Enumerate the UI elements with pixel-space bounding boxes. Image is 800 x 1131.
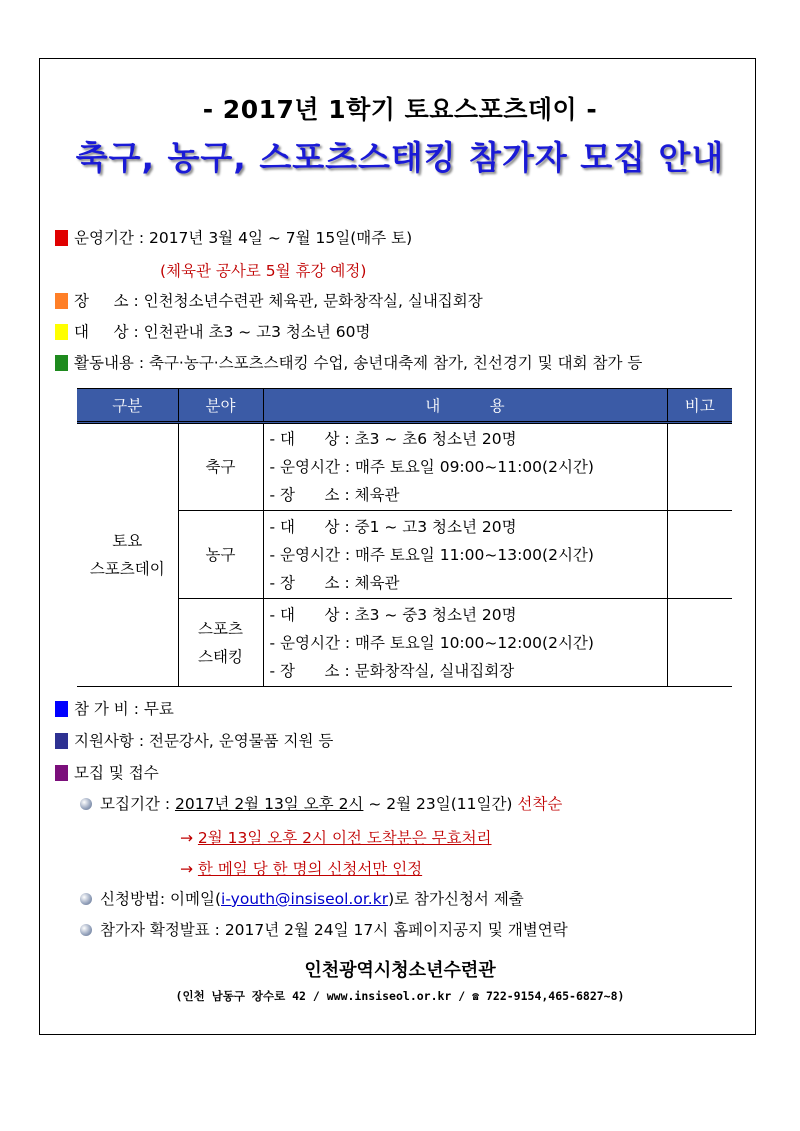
remark-cell bbox=[667, 511, 732, 599]
info-place bbox=[55, 291, 483, 311]
header-field: 분야 bbox=[178, 389, 263, 423]
fee-text: 참 가 비 : 무료 bbox=[74, 700, 174, 718]
arrow-icon: → bbox=[180, 829, 198, 847]
detail-time: - 운영시간 : 매주 토요일 11:00~13:00(2시간) bbox=[269, 545, 594, 564]
header-remark: 비고 bbox=[667, 389, 732, 423]
period-text: 운영기간 : 2017년 3월 4일 ~ 7월 15일(매주 토) bbox=[74, 229, 413, 247]
red-square-icon bbox=[55, 230, 68, 246]
field-name: 스태킹 bbox=[198, 647, 243, 666]
yellow-square-icon bbox=[55, 324, 68, 340]
recruit-period-label: 모집기간 : bbox=[100, 795, 175, 813]
round-bullet-icon bbox=[80, 924, 92, 936]
notice-invalid-text: 2월 13일 오후 2시 이전 도착분은 무효처리 bbox=[197, 829, 492, 847]
field-cell bbox=[178, 599, 263, 687]
field-name: 스포츠 bbox=[198, 619, 243, 638]
field-cell bbox=[178, 423, 263, 511]
info-fee bbox=[55, 699, 174, 719]
division-line: 스포츠데이 bbox=[89, 560, 165, 578]
purple-square-icon bbox=[55, 765, 68, 781]
first-come-label: 선착순 bbox=[517, 795, 563, 813]
notice-one-per-mail bbox=[180, 857, 422, 879]
table-header-row bbox=[77, 389, 732, 423]
recruit-heading bbox=[55, 763, 159, 783]
detail-target: - 대 상 : 중1 ~ 고3 청소년 20명 bbox=[269, 517, 517, 536]
field-name: 축구 bbox=[205, 458, 236, 476]
table-row bbox=[77, 423, 732, 511]
navy-square-icon bbox=[55, 733, 68, 749]
period-note: (체육관 공사로 5월 휴강 예정) bbox=[160, 262, 367, 280]
method-rest: )로 참가신청서 제출 bbox=[388, 890, 524, 908]
detail-time: - 운영시간 : 매주 토요일 09:00~11:00(2시간) bbox=[269, 458, 594, 476]
program-table bbox=[77, 388, 732, 687]
organization-name: 인천광역시청소년수련관 bbox=[304, 960, 496, 981]
notice-invalid bbox=[180, 826, 492, 848]
info-support bbox=[55, 731, 333, 751]
activities-text: 활동내용 : 축구·농구·스포츠스태킹 수업, 송년대축제 참가, 친선경기 및 대회 참가 등 bbox=[74, 354, 643, 372]
division-line: 토요 bbox=[112, 532, 143, 550]
detail-time: - 운영시간 : 매주 토요일 10:00~12:00(2시간) bbox=[269, 633, 594, 652]
email-link[interactable]: i-youth@insiseol.or.kr bbox=[221, 890, 389, 908]
round-bullet-icon bbox=[80, 798, 92, 810]
remark-cell bbox=[667, 599, 732, 687]
green-square-icon bbox=[55, 355, 68, 371]
detail-target: - 대 상 : 초3 ~ 초6 청소년 20명 bbox=[269, 430, 517, 448]
detail-target: - 대 상 : 초3 ~ 중3 청소년 20명 bbox=[269, 605, 517, 624]
detail-place: - 장 소 : 체육관 bbox=[269, 573, 400, 592]
detail-cell bbox=[263, 423, 667, 511]
header-division: 구분 bbox=[77, 389, 178, 423]
division-cell bbox=[77, 423, 178, 687]
target-text: 대 상 : 인천관내 초3 ~ 고3 청소년 60명 bbox=[74, 323, 371, 341]
detail-place: - 장 소 : 문화창작실, 실내집회장 bbox=[269, 661, 515, 680]
field-name: 농구 bbox=[205, 545, 236, 564]
announce-text: 참가자 확정발표 : 2017년 2월 24일 17시 홈페이지공지 및 개별연락 bbox=[100, 921, 568, 939]
recruit-announce bbox=[80, 920, 568, 940]
blue-square-icon bbox=[55, 701, 68, 717]
arrow-icon: → bbox=[180, 860, 198, 878]
info-activities bbox=[55, 353, 642, 373]
recruit-method bbox=[80, 889, 524, 909]
detail-cell bbox=[263, 599, 667, 687]
subtitle-heading: - 2017년 1학기 토요스포츠데이 - bbox=[202, 95, 598, 124]
organization-address: (인천 남동구 장수로 42 / www.insiseol.or.kr / ☎ 722-9154,465-6827~8) bbox=[175, 989, 625, 1003]
place-text: 장 소 : 인천청소년수련관 체육관, 문화창작실, 실내집회장 bbox=[74, 292, 483, 310]
method-label: 신청방법: 이메일( bbox=[100, 890, 222, 908]
detail-cell bbox=[263, 511, 667, 599]
info-period bbox=[55, 228, 412, 248]
notice-one-per-mail-text: 한 메일 당 한 명의 신청서만 인정 bbox=[197, 860, 423, 878]
remark-cell bbox=[667, 423, 732, 511]
recruit-heading-text: 모집 및 접수 bbox=[74, 764, 159, 782]
round-bullet-icon bbox=[80, 893, 92, 905]
page-title: 축구, 농구, 스포츠스태킹 참가자 모집 안내 bbox=[75, 138, 725, 177]
support-text: 지원사항 : 전문강사, 운영물품 지원 등 bbox=[74, 732, 334, 750]
recruit-period-rest: ~ 2월 23일(11일간) bbox=[363, 795, 518, 813]
header-content: 내 용 bbox=[263, 389, 667, 423]
detail-place: - 장 소 : 체육관 bbox=[269, 486, 400, 504]
recruit-period bbox=[80, 794, 562, 814]
recruit-period-start: 2017년 2월 13일 오후 2시 bbox=[174, 795, 364, 813]
info-target bbox=[55, 322, 370, 342]
field-cell bbox=[178, 511, 263, 599]
orange-square-icon bbox=[55, 293, 68, 309]
